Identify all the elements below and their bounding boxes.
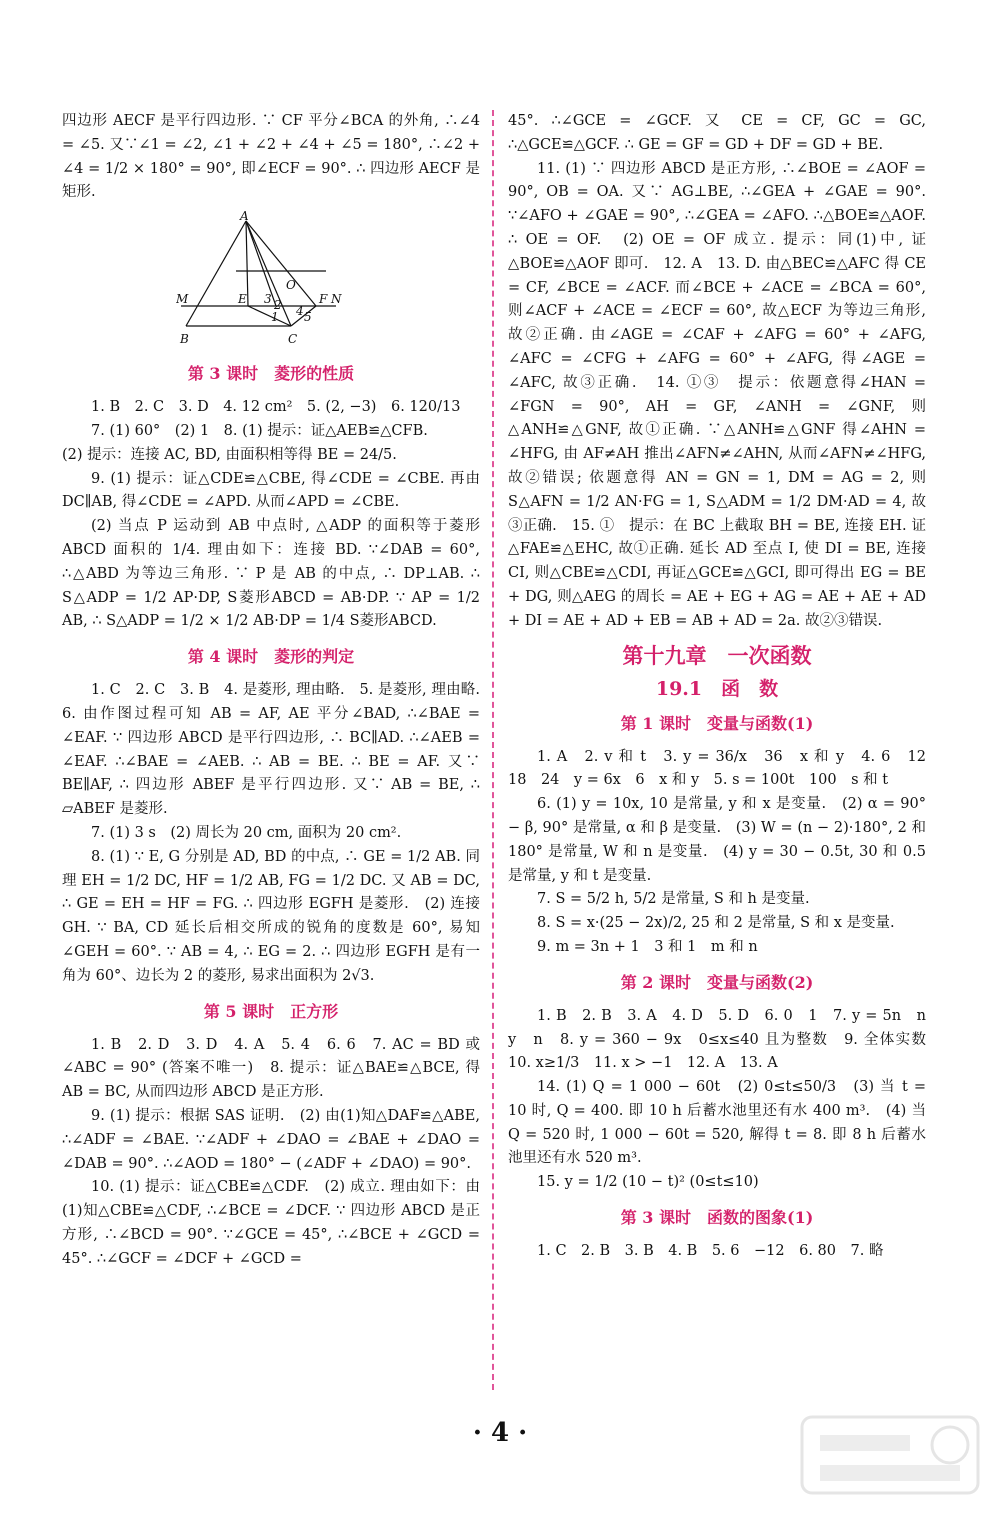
fig-label: B: [180, 332, 189, 347]
geometry-figure: [176, 211, 366, 351]
paragraph: 6. (1) y = 10x, 10 是常量, y 和 x 是变量. (2) α = 90° − β, 90° 是常量, α 和 β 是变量. (3) W = (n − 2)·180°, 2 和 180° 是常量, W 和 n 是变量. (4) y = 30 − 0.5t, 30 和 0.5 是常量, y 和 t 是变量.: [508, 796, 926, 884]
fig-label: 5: [304, 310, 312, 325]
fig-label: 3: [264, 292, 272, 307]
paragraph: (2) 当点 P 运动到 AB 中点时, △ADP 的面积等于菱形 ABCD 面积的 1/4. 理由如下：连接 BD. ∵∠DAB = 60°, ∴△ABD 为等边三角形. ∵ P 是 AB 的中点, ∴ DP⊥AB. ∴ S△ADP = 1/2 AP·DP, S菱形ABCD = AB·DP. ∵ AP = 1/2 AB, ∴ S△ADP = 1/2 × 1/2 AB·DP = 1/4 S菱形ABCD.: [62, 518, 480, 630]
paragraph: 1. C 2. C 3. B 4. 是菱形, 理由略. 5. 是菱形, 理由略. 6. 由作图过程可知 AB = AF, AE 平分∠BAD, ∴∠BAE = ∠EAF. ∵ 四边形 ABCD 是平行四边形, ∴ BC∥AD. ∴∠AEB = ∠EAF. ∴∠BAE = ∠AEB. ∴ AB = BE. ∴ BE = AF. 又∵ BE∥AF, ∴ 四边形 ABEF 是平行四边形. 又∵ AB = BE, ∴ ▱ABEF 是菱形.: [62, 682, 495, 818]
section-heading: 第 4 课时 菱形的判定: [187, 647, 355, 667]
paragraph: 11. (1) ∵ 四边形 ABCD 是正方形, ∴∠BOE = ∠AOF = 90°, OB = OA. 又∵ AG⊥BE, ∴∠GEA + ∠GAE = 90°. ∵∠AFO + ∠GAE = 90°, ∴∠GEA = ∠AFO. ∴△BOE≌△AOF. ∴ OE = OF. (2) OE = OF 成立. 提示：同(1)中, 证△BOE≌△AOF 即可. 12. A 13. D. 由△BEC≌△AFC 得 CE = CF, ∠BCE = ∠ACF. 而∠BCE + ∠ACE = ∠BCA = 60°, 则∠ACF + ∠ACE = ∠ECF = 60°, 故△ECF 为等边三角形, 故②正确. 由∠AGE = ∠CAF + ∠AFG = 60° + ∠AFG, ∠AFC = ∠CFG + ∠AFG = 60° + ∠AFG, 得∠AGE = ∠AFC, 故③正确. 14. ①③ 提示：依题意得∠HAN = ∠FGN = 90°, AH = GF, ∠ANH = ∠GNF, 则△ANH≌△GNF, 故①正确. ∵△ANH≌△GNF 得∠AHN = ∠HFG, 由 AF≠AH 推出∠AFN≠∠AHN, 从而∠AFN≠∠HFG, 故②错误; 依题意得 AN = GN = 1, DM = AG = 2, 则 S△AFN = 1/2 AN·FG = 1, S△ADM = 1/2 DM·AD = 4, 故③正确. 15. ① 提示：在 BC 上截取 BH = BE, 连接 EH. 证△FAE≌△EHC, 故①正确. 延长 AD 至点 I, 使 DI = BE, 连接 CI, 则△CBE≌△CDI, 再证△GCE≌△GCI, 即可得出 EG = BE + DG, 则△AEG 的周长 = AE + EG + AG = AE + AE + AD + DI = AE + AD + EB = AB + AD = 2a. 故②③错误.: [508, 160, 926, 629]
right-column: [508, 110, 941, 1264]
page-number: · 4 ·: [472, 1418, 528, 1448]
watermark-logo: [800, 1415, 980, 1495]
paragraph: 9. m = 3n + 1 3 和 1 m 和 n: [537, 938, 758, 955]
paragraph: 10. (1) 提示：证△CBE≌△CDF. (2) 成立. 理由如下：由(1)知△CBE≌△CDF, ∴∠BCE = ∠DCF. ∵ 四边形 ABCD 是正方形, ∴∠BCD = 90°. ∵∠GCE = 45°, ∴∠BCE + ∠GCD = 45°. ∴∠GCF = ∠DCF + ∠GCD =: [62, 1179, 480, 1267]
fig-label: 1: [271, 310, 279, 325]
section-heading: 第 3 课时 菱形的性质: [187, 364, 355, 384]
paragraph: 1. B 2. B 3. A 4. D 5. D 6. 0 1 7. y = 5n n y n 8. y = 360 − 9x 0≤x≤40 且为整数 9. 全体实数 10. x≥1/3 11. x > −1 12. A 13. A: [508, 1007, 941, 1072]
paragraph: 7. S = 5/2 h, 5/2 是常量, S 和 h 是变量.: [537, 891, 810, 908]
fig-label: E: [238, 292, 247, 307]
fig-label: O: [286, 278, 296, 293]
paragraph: 四边形 AECF 是平行四边形. ∵ CF 平分∠BCA 的外角, ∴∠4 = ∠5. 又∵∠1 = ∠2, ∠1 + ∠2 + ∠4 + ∠5 = 180°, ∴∠2 + ∠4 = 1/2 × 180° = 90°, 即∠ECF = 90°. ∴ 四边形 AECF 是矩形.: [62, 113, 480, 201]
left-column: [62, 110, 495, 1271]
section-heading: 第 1 课时 变量与函数(1): [620, 713, 814, 733]
section-heading: 第 3 课时 函数的图象(1): [620, 1208, 814, 1228]
fig-label: N: [331, 292, 342, 307]
fig-label: A: [240, 211, 249, 224]
paragraph: 1. B 2. D 3. D 4. A 5. 4 6. 6 7. AC = BD 或∠ABC = 90° (答案不唯一) 8. 提示：证△BAE≌△BCE, 得 AB = BC, 从而四边形 ABCD 是正方形.: [62, 1036, 480, 1101]
section-heading: 第 5 课时 正方形: [203, 1001, 339, 1021]
chapter-title: 第十九章 一次函数: [622, 642, 812, 668]
section-title: 19.1 函 数: [655, 677, 779, 700]
fig-label: 4: [296, 304, 304, 319]
paragraph: 15. y = 1/2 (10 − t)² (0≤t≤10): [537, 1174, 759, 1191]
paragraph: 9. (1) 提示：证△CDE≌△CBE, 得∠CDE = ∠CBE. 再由 DC∥AB, 得∠CDE = ∠APD. 从而∠APD = ∠CBE.: [62, 470, 480, 511]
paragraph: 14. (1) Q = 1 000 − 60t (2) 0≤t≤50/3 (3) 当 t = 10 时, Q = 400. 即 10 h 后蓄水池里还有水 400 m³. (4) 当 Q = 520 时, 1 000 − 60t = 520, 解得 t = 8. 即 8 h 后蓄水池里还有水 520 m³.: [508, 1079, 926, 1167]
paragraph: 1. C 2. B 3. B 4. B 5. 6 −12 6. 80 7. 略: [537, 1243, 884, 1260]
paragraph: 7. (1) 60° (2) 1 8. (1) 提示：证△AEB≌△CFB.: [91, 422, 428, 439]
paragraph: 7. (1) 3 s (2) 周长为 20 cm, 面积为 20 cm².: [91, 824, 402, 841]
paragraph: 1. B 2. C 3. D 4. 12 cm² 5. (2, −3) 6. 120/13: [91, 399, 461, 416]
section-heading: 第 2 课时 变量与函数(2): [620, 972, 814, 992]
fig-label: M: [176, 292, 189, 307]
fig-label: F: [319, 292, 328, 307]
paragraph: 9. (1) 提示：根据 SAS 证明. (2) 由(1)知△DAF≌△ABE, ∴∠ADF = ∠BAE. ∵∠ADF + ∠DAO = ∠BAE + ∠DAO = ∠DAB = 90°. ∴∠AOD = 180° − (∠ADF + ∠DAO) = 90°.: [62, 1107, 480, 1172]
paragraph: 8. S = x·(25 − 2x)/2, 25 和 2 是常量, S 和 x 是变量.: [537, 915, 895, 932]
paragraph: 8. (1) ∵ E, G 分别是 AD, BD 的中点, ∴ GE = 1/2 AB. 同理 EH = 1/2 DC, HF = 1/2 AB, FG = 1/2 DC. 又 AB = DC, ∴ GE = EH = HF = FG. ∴ 四边形 EGFH 是菱形. (2) 连接 GH. ∵ BA, CD 延长后相交所成的锐角的度数是 60°, 易知∠GEH = 60°. ∵ AB = 4, ∴ EG = 2. ∴ 四边形 EGFH 是有一角为 60°、边长为 2 的菱形, 易求出面积为 2√3.: [62, 848, 480, 984]
paragraph: 45°. ∴∠GCE = ∠GCF. 又 CE = CF, GC = GC, ∴△GCE≌△GCF. ∴ GE = GF = GD + DF = GD + BE.: [508, 113, 926, 153]
paragraph: 1. A 2. v 和 t 3. y = 36/x 36 x 和 y 4. 6 12 18 24 y = 6x 6 x 和 y 5. s = 100t 100 s 和 t: [508, 748, 941, 789]
column-divider: [492, 110, 494, 1390]
fig-label: 2: [274, 298, 282, 313]
fig-label: C: [288, 332, 298, 347]
paragraph: (2) 提示：连接 AC, BD, 由面积相等得 BE = 24/5.: [62, 446, 397, 463]
